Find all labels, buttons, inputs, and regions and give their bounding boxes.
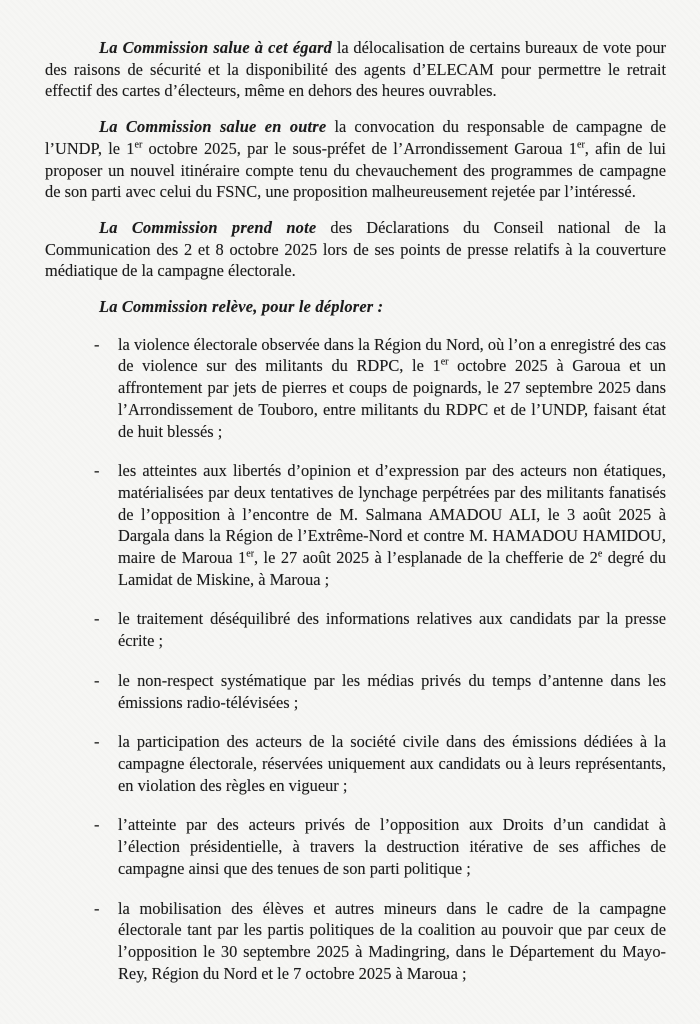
list-item-text [118,460,666,590]
lead-phrase: La Commission salue en outre [99,117,327,137]
list-item-text [118,608,666,651]
list-item [45,814,666,879]
list-item-text [118,334,666,443]
superscript: e [597,548,603,560]
bullet-dash-icon: - [94,334,100,354]
list-item [45,670,666,713]
bullet-dash-icon: - [94,609,100,629]
text-run: octobre 2025, par le sous-préfet de l’Arrondissement Garoua 1 [142,138,578,158]
lead-phrase: La Commission prend note [99,217,317,237]
section-heading [45,296,666,318]
bullet-dash-icon: - [94,815,100,835]
superscript: er [246,548,255,560]
document-content [45,37,666,984]
list-item-text [118,814,666,879]
text-run: la délocalisation de certains bureaux de vote pour des raisons de sécurité et la disponibilité des agents d’ELECAM pour permettre le retrait effectif des cartes d’électeurs, même en dehors des heures ouvrables. [45,38,666,101]
paragraph [45,116,666,203]
list-item-text [118,898,666,985]
superscript: er [577,139,585,151]
superscript: er [134,139,143,151]
list-item-text [118,731,666,796]
text-run: le traitement déséquilibré des informations relatives aux candidats par la presse écrite ; [118,609,666,651]
text-run: le non-respect systématique par les médias privés du temps d’antenne dans les émissions radio-télévisées ; [118,670,666,712]
text-run: la mobilisation des élèves et autres mineurs dans le cadre de la campagne électorale tant par les partis politiques de la coalition au pouvoir que par ceux de l’opposition le 30 septembre 2025 à Madingring, dans le Département du Mayo-Rey, Région du Nord et le 7 octobre 2025 à Maroua ; [118,898,666,983]
bullet-dash-icon: - [94,670,100,690]
text-run: , afin de lui proposer un nouvel itinéraire compte tenu du chevauchement des programmes de campagne de son parti avec celui du FSNC, une proposition malheureusement rejetée par l’intéressé. [45,138,666,202]
text-run: la violence électorale observée dans la Région du Nord, où l’on a enregistré des cas de violence sur des militants du RDPC, le 1 [118,334,666,376]
text-run: octobre 2025 à Garoua et un affrontement par jets de pierres et coups de poignards, le 27 septembre 2025 dans l’Arrondissement de Touboro, entre militants du RDPC et de l’UNDP, faisant état de huit blessés ; [118,356,666,441]
paragraph [45,217,666,282]
paragraph [45,37,666,102]
bullet-dash-icon: - [94,732,100,752]
text-run: des Déclarations du Conseil national de la Communication des 2 et 8 octobre 2025 lors de ses points de presse relatifs à la couverture médiatique de la campagne électorale. [45,217,667,281]
list-item [45,608,666,651]
list-item [45,731,666,796]
text-run: les atteintes aux libertés d’opinion et d’expression par des acteurs non étatiques, matérialisées par deux tentatives de lynchage perpétrées par des militants fanatisés de l’opposition à l’encontre de M. Salmana AMADOU ALI, le 3 août 2025 à Dargala dans la Région de l’Extrême-Nord et contre M. HAMADOU HAMIDOU, maire de Maroua 1 [118,461,666,568]
lead-phrase: La Commission relève, pour le déplorer : [99,297,384,317]
text-run: l’atteinte par des acteurs privés de l’opposition aux Droits d’un candidat à l’élection présidentielle, à travers la destruction itérative de ses affiches de campagne ainsi que des tenues de son parti politique ; [118,815,666,878]
list-item [45,460,666,590]
list-item [45,898,666,985]
text-run: degré du Lamidat de Miskine, à Maroua ; [118,548,666,589]
text-run: , le 27 août 2025 à l’esplanade de la chefferie de 2 [254,548,598,568]
text-run: la convocation du responsable de campagne de l’UNDP, le 1 [45,117,666,158]
lead-phrase: La Commission salue à cet égard [99,38,333,57]
list-item [45,334,666,443]
bullet-dash-icon: - [94,461,100,481]
list-item-text [118,670,666,713]
text-run: la participation des acteurs de la société civile dans des émissions dédiées à la campagne électorale, réservées uniquement aux candidats ou à leurs représentants, en violation des règles en vigueur ; [118,732,666,795]
superscript: er [440,356,449,368]
bullet-dash-icon: - [94,898,100,918]
